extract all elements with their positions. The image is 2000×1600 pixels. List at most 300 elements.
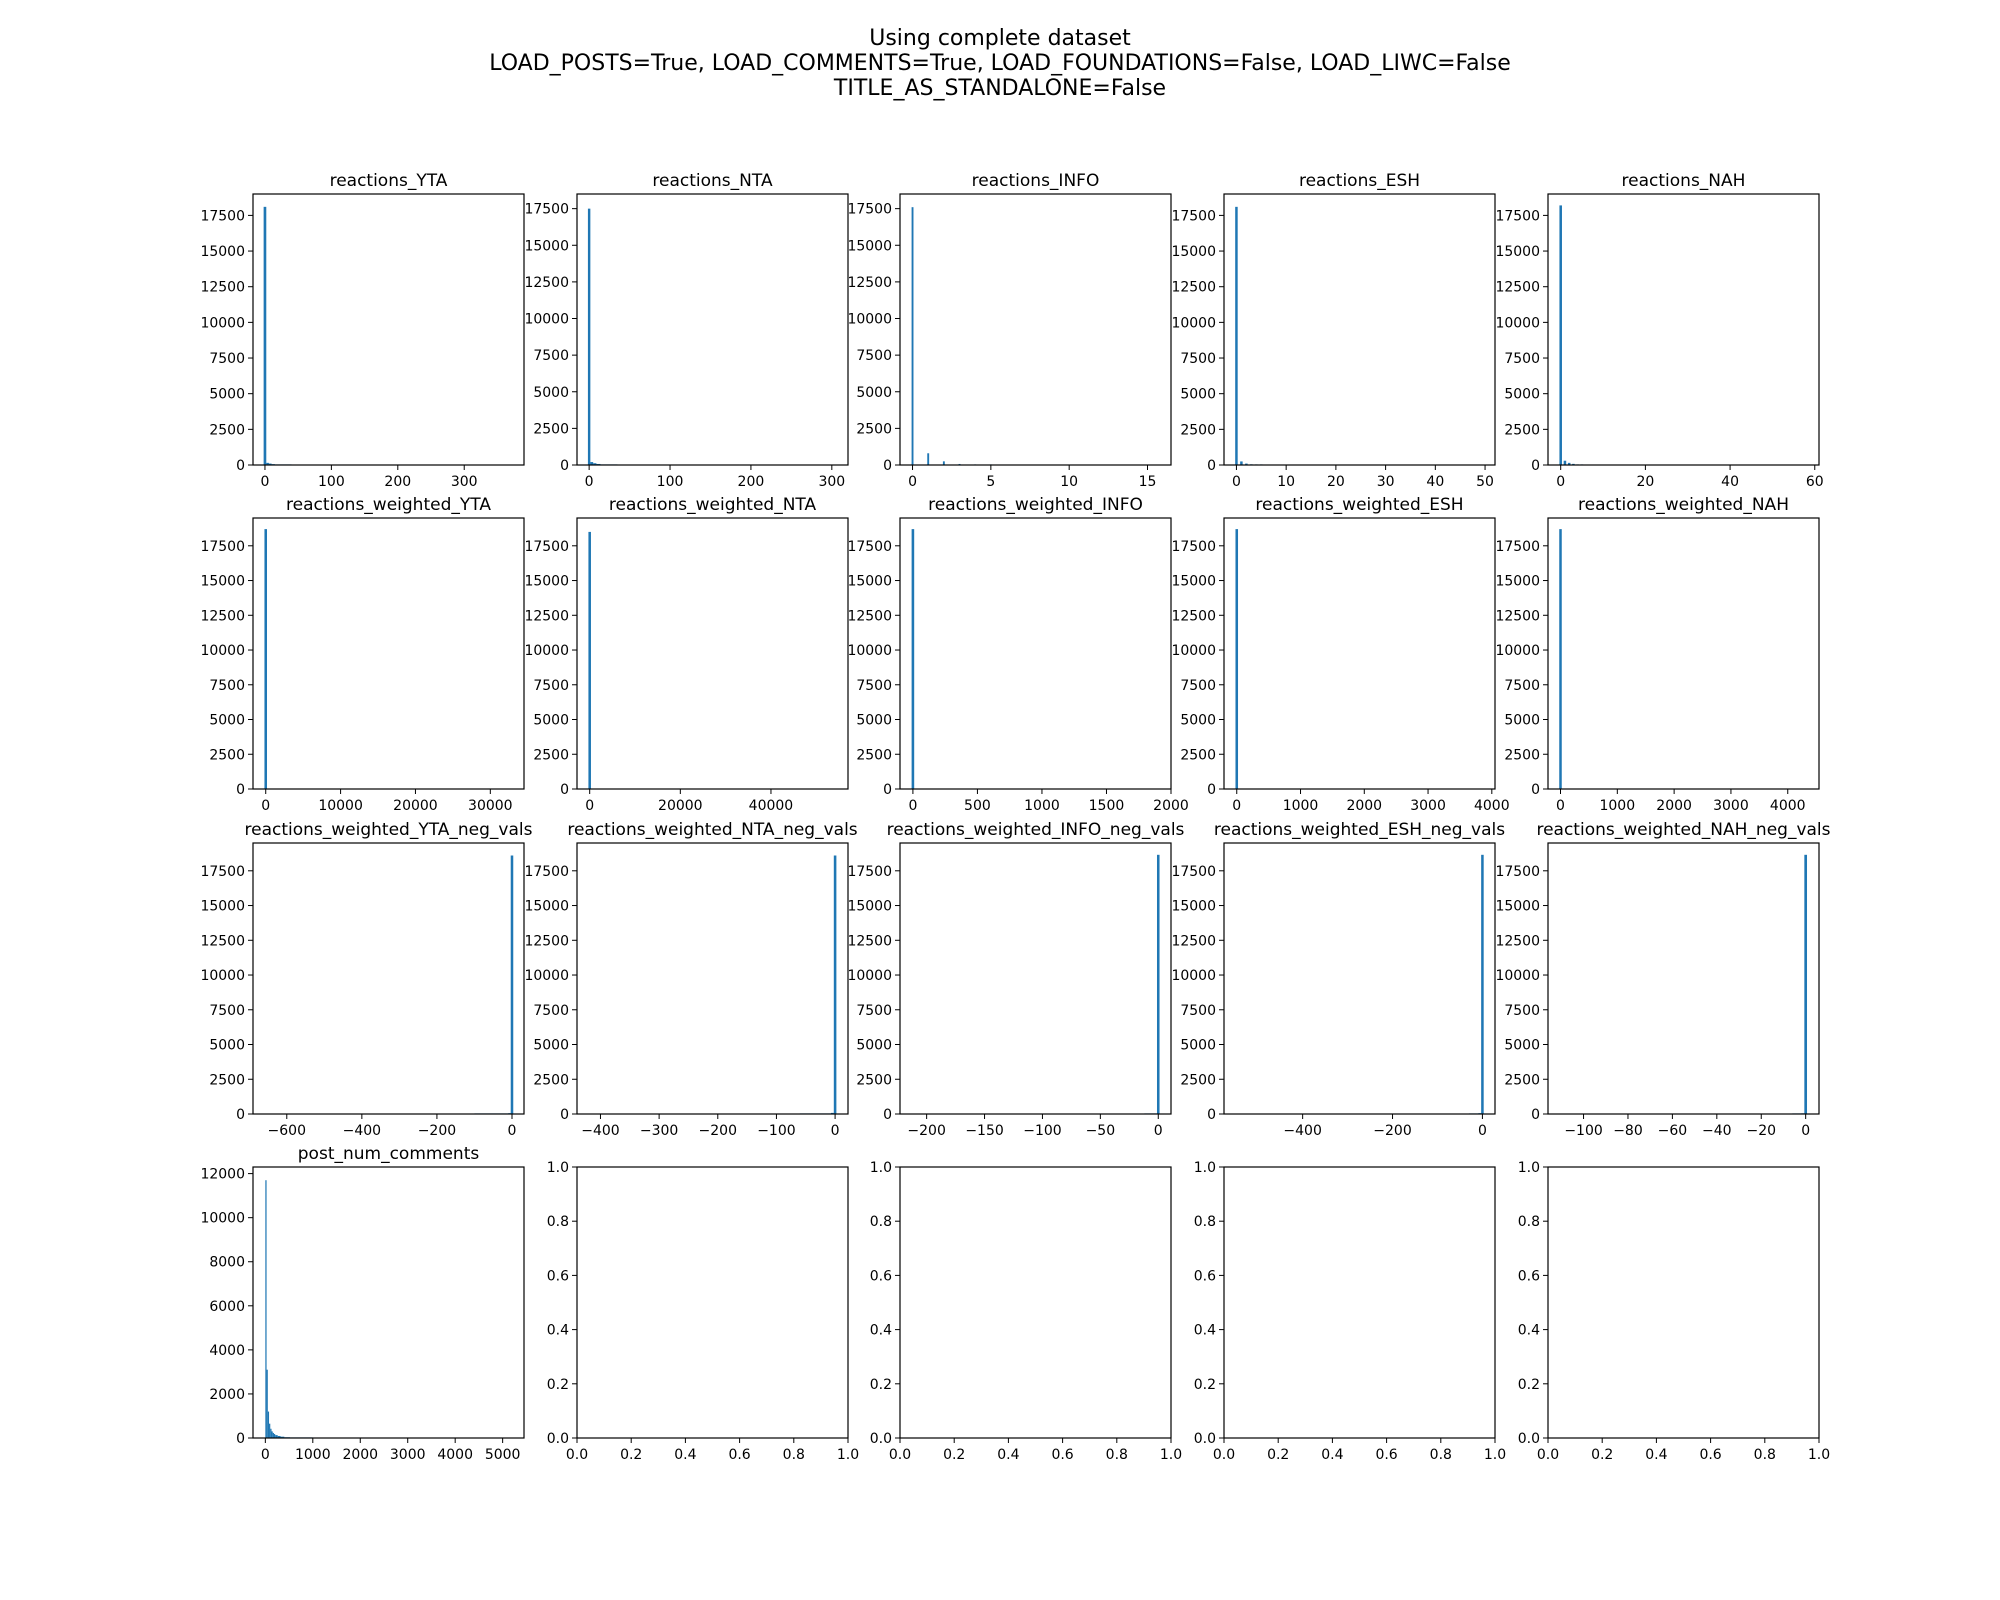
subplot-3 bbox=[847, 171, 1171, 490]
y-tick-label: 10000 bbox=[1495, 643, 1540, 660]
y-tick-label: 7500 bbox=[856, 1002, 892, 1019]
y-tick-label: 1.0 bbox=[546, 1160, 569, 1176]
y-tick-label: 7500 bbox=[209, 677, 245, 694]
y-tick-label: 0.6 bbox=[546, 1268, 569, 1285]
y-tick-label: 10000 bbox=[1495, 968, 1540, 985]
y-tick-label: 0 bbox=[560, 458, 569, 474]
subplot-1 bbox=[200, 171, 524, 490]
axes-frame bbox=[900, 843, 1171, 1114]
y-tick-label: 17500 bbox=[200, 538, 245, 555]
y-tick-label: 10000 bbox=[1495, 315, 1540, 332]
x-tick-label: 4000 bbox=[1769, 798, 1806, 814]
y-tick-label: 17500 bbox=[1171, 208, 1216, 225]
y-tick-label: 0.0 bbox=[1517, 1431, 1540, 1447]
subplot-title: reactions_weighted_NTA bbox=[608, 495, 817, 515]
y-tick-label: 1.0 bbox=[869, 1160, 892, 1176]
y-tick-label: 12500 bbox=[524, 608, 569, 625]
x-tick-label: 60 bbox=[1805, 474, 1824, 490]
y-tick-label: 12500 bbox=[1171, 933, 1216, 950]
histogram-bar bbox=[1481, 855, 1484, 1114]
x-tick-label: 20 bbox=[1636, 474, 1655, 490]
x-tick-label: 0 bbox=[507, 1123, 517, 1139]
y-tick-label: 0.0 bbox=[546, 1431, 569, 1447]
y-tick-label: 0 bbox=[236, 1431, 245, 1447]
y-tick-label: 17500 bbox=[1495, 538, 1540, 555]
y-tick-label: 1.0 bbox=[1517, 1160, 1540, 1176]
x-tick-label: 50 bbox=[1476, 474, 1494, 490]
subplot-10 bbox=[1495, 495, 1819, 814]
y-tick-label: 5000 bbox=[209, 1037, 245, 1054]
y-tick-label: 0.8 bbox=[546, 1214, 569, 1231]
x-tick-label: 200 bbox=[737, 474, 765, 490]
x-tick-label: 0.4 bbox=[1645, 1447, 1668, 1463]
x-tick-label: 300 bbox=[450, 474, 478, 490]
x-tick-label: 0 bbox=[908, 474, 917, 490]
x-tick-label: 0.4 bbox=[674, 1447, 697, 1463]
y-tick-label: 5000 bbox=[533, 712, 569, 729]
y-tick-label: 0.8 bbox=[1193, 1214, 1216, 1231]
subplot-title: reactions_weighted_NAH_neg_vals bbox=[1536, 820, 1831, 840]
y-tick-label: 7500 bbox=[1180, 351, 1216, 368]
y-tick-label: 12500 bbox=[1171, 279, 1216, 296]
x-tick-label: −300 bbox=[639, 1123, 679, 1139]
subplot-6 bbox=[200, 495, 524, 814]
y-tick-label: 0.6 bbox=[869, 1268, 892, 1285]
y-tick-label: 10000 bbox=[200, 968, 245, 985]
axes-frame bbox=[900, 194, 1171, 465]
x-tick-label: −80 bbox=[1613, 1123, 1643, 1139]
y-tick-label: 0.4 bbox=[1193, 1322, 1216, 1339]
x-tick-label: 0.8 bbox=[1105, 1447, 1128, 1463]
x-tick-label: 200 bbox=[384, 474, 412, 490]
y-tick-label: 10000 bbox=[847, 643, 892, 660]
histogram-bar bbox=[511, 856, 514, 1114]
y-tick-label: 12500 bbox=[1495, 933, 1540, 950]
x-tick-label: 0 bbox=[585, 798, 595, 814]
subplot-11 bbox=[200, 820, 532, 1139]
axes-frame bbox=[1224, 1167, 1495, 1438]
x-tick-label: 0 bbox=[1556, 798, 1565, 814]
x-tick-label: 1.0 bbox=[1159, 1447, 1183, 1463]
y-tick-label: 15000 bbox=[1171, 898, 1216, 915]
y-tick-label: 17500 bbox=[524, 863, 569, 880]
x-tick-label: 0.4 bbox=[1321, 1447, 1344, 1463]
y-tick-label: 0.2 bbox=[1193, 1376, 1216, 1393]
y-tick-label: 7500 bbox=[856, 677, 892, 694]
y-tick-label: 15000 bbox=[524, 898, 569, 915]
x-tick-label: 0 bbox=[1153, 1123, 1163, 1139]
y-tick-label: 7500 bbox=[1504, 677, 1540, 694]
x-tick-label: 40 bbox=[1426, 474, 1445, 490]
y-tick-label: 17500 bbox=[847, 201, 892, 218]
y-tick-label: 2000 bbox=[209, 1386, 245, 1403]
y-tick-label: 10000 bbox=[1171, 315, 1216, 332]
subplot-title: reactions_INFO bbox=[971, 171, 1100, 191]
x-tick-label: 0.6 bbox=[1699, 1447, 1722, 1463]
y-tick-label: 15000 bbox=[847, 573, 892, 590]
y-tick-label: 5000 bbox=[533, 384, 569, 401]
y-tick-label: 15000 bbox=[524, 238, 569, 255]
histogram-bar bbox=[264, 207, 267, 465]
y-tick-label: 2500 bbox=[1504, 747, 1540, 764]
subplot-title: reactions_weighted_INFO_neg_vals bbox=[886, 820, 1185, 840]
y-tick-label: 5000 bbox=[209, 386, 245, 403]
y-tick-label: 0 bbox=[236, 1107, 245, 1123]
axes-frame bbox=[900, 518, 1171, 789]
y-tick-label: 15000 bbox=[200, 898, 245, 915]
y-tick-label: 12500 bbox=[200, 933, 245, 950]
y-tick-label: 17500 bbox=[1171, 538, 1216, 555]
y-tick-label: 7500 bbox=[533, 348, 569, 365]
y-tick-label: 2500 bbox=[533, 421, 569, 438]
axes-frame bbox=[577, 1167, 848, 1438]
axes-frame bbox=[900, 1167, 1171, 1438]
y-tick-label: 1.0 bbox=[1193, 1160, 1216, 1176]
subplot-4 bbox=[1171, 171, 1495, 490]
x-tick-label: 0 bbox=[1232, 798, 1242, 814]
x-tick-label: −150 bbox=[965, 1123, 1004, 1139]
y-tick-label: 15000 bbox=[1495, 573, 1540, 590]
x-tick-label: 0 bbox=[1231, 474, 1241, 490]
subplot-title: reactions_NTA bbox=[652, 171, 773, 191]
y-tick-label: 5000 bbox=[1180, 386, 1216, 403]
subplot-2 bbox=[524, 171, 848, 490]
y-tick-label: 0 bbox=[1207, 458, 1216, 474]
y-tick-label: 6000 bbox=[209, 1298, 245, 1315]
y-tick-label: 15000 bbox=[1171, 573, 1216, 590]
y-tick-label: 0.4 bbox=[1517, 1322, 1540, 1339]
subplot-19 bbox=[1194, 1160, 1506, 1463]
axes-frame bbox=[1548, 843, 1819, 1114]
x-tick-label: 1000 bbox=[1282, 798, 1319, 814]
histogram-bar bbox=[927, 453, 929, 465]
histogram-bar bbox=[588, 532, 591, 789]
x-tick-label: 3000 bbox=[1410, 798, 1446, 814]
subplot-8 bbox=[847, 495, 1188, 814]
x-tick-label: 0 bbox=[908, 798, 918, 814]
y-tick-label: 0 bbox=[883, 782, 892, 798]
y-tick-label: 0 bbox=[1531, 458, 1540, 474]
axes-frame bbox=[577, 843, 848, 1114]
x-tick-label: 20 bbox=[1326, 474, 1345, 490]
x-tick-label: 4000 bbox=[1473, 798, 1510, 814]
y-tick-label: 10000 bbox=[1171, 968, 1216, 985]
y-tick-label: 12500 bbox=[847, 274, 892, 291]
x-tick-label: 2000 bbox=[1346, 798, 1383, 814]
x-tick-label: 0.6 bbox=[1375, 1447, 1398, 1463]
y-tick-label: 15000 bbox=[1171, 244, 1216, 261]
x-tick-label: 4000 bbox=[437, 1447, 474, 1463]
x-tick-label: 0 bbox=[260, 474, 270, 490]
x-tick-label: 3000 bbox=[1713, 798, 1749, 814]
x-tick-label: 100 bbox=[656, 474, 684, 490]
y-tick-label: 15000 bbox=[524, 573, 569, 590]
y-tick-label: 2500 bbox=[1504, 1072, 1540, 1089]
axes-frame bbox=[253, 843, 524, 1114]
y-tick-label: 2500 bbox=[209, 747, 245, 764]
y-tick-label: 12500 bbox=[1495, 608, 1540, 625]
histogram-bar bbox=[912, 207, 914, 465]
y-tick-label: 0.4 bbox=[546, 1322, 569, 1339]
y-tick-label: 5000 bbox=[856, 712, 892, 729]
subplot-title: reactions_NAH bbox=[1621, 171, 1746, 191]
y-tick-label: 0 bbox=[236, 458, 245, 474]
y-tick-label: 10000 bbox=[200, 315, 245, 332]
y-tick-label: 10000 bbox=[847, 968, 892, 985]
y-tick-label: 17500 bbox=[847, 538, 892, 555]
x-tick-label: 40 bbox=[1721, 474, 1739, 490]
y-tick-label: 10000 bbox=[524, 968, 569, 985]
histogram-bar bbox=[834, 856, 837, 1114]
x-tick-label: 1000 bbox=[294, 1447, 331, 1463]
y-tick-label: 5000 bbox=[1504, 712, 1540, 729]
x-tick-label: 0 bbox=[1801, 1123, 1811, 1139]
subplot-title: reactions_weighted_YTA_neg_vals bbox=[244, 820, 533, 840]
x-tick-label: 2000 bbox=[1656, 798, 1692, 814]
x-tick-label: 0.2 bbox=[1591, 1447, 1614, 1463]
y-tick-label: 5000 bbox=[533, 1037, 569, 1054]
x-tick-label: −100 bbox=[1564, 1123, 1603, 1139]
histogram-bar bbox=[273, 1433, 274, 1438]
histogram-bar bbox=[912, 529, 915, 789]
x-tick-label: 2000 bbox=[1153, 798, 1189, 814]
y-tick-label: 2500 bbox=[1180, 422, 1216, 439]
x-tick-label: 1.0 bbox=[836, 1447, 860, 1463]
y-tick-label: 17500 bbox=[847, 863, 892, 880]
suptitle-line-3: TITLE_AS_STANDALONE=False bbox=[833, 76, 1167, 101]
subplot-title: reactions_YTA bbox=[329, 171, 448, 191]
y-tick-label: 2500 bbox=[533, 1072, 569, 1089]
subplot-20 bbox=[1518, 1160, 1830, 1463]
y-tick-label: 7500 bbox=[856, 348, 892, 365]
y-tick-label: 0.2 bbox=[869, 1376, 892, 1393]
axes-frame bbox=[577, 518, 848, 789]
y-tick-label: 0.2 bbox=[546, 1376, 569, 1393]
y-tick-label: 12500 bbox=[1171, 608, 1216, 625]
y-tick-label: 10000 bbox=[200, 1210, 245, 1227]
subplot-7 bbox=[524, 495, 848, 814]
x-tick-label: 40000 bbox=[748, 798, 794, 814]
subplot-title: reactions_ESH bbox=[1298, 171, 1421, 191]
y-tick-label: 15000 bbox=[1495, 898, 1540, 915]
y-tick-label: 7500 bbox=[533, 677, 569, 694]
subplot-17 bbox=[547, 1160, 859, 1463]
x-tick-label: 2000 bbox=[342, 1447, 379, 1463]
y-tick-label: 17500 bbox=[1171, 863, 1216, 880]
y-tick-label: 17500 bbox=[1495, 863, 1540, 880]
y-tick-label: 7500 bbox=[209, 351, 245, 368]
x-tick-label: 20000 bbox=[393, 798, 438, 814]
y-tick-label: 12500 bbox=[200, 279, 245, 296]
x-tick-label: 1500 bbox=[1088, 798, 1125, 814]
subplot-title: reactions_weighted_ESH_neg_vals bbox=[1213, 820, 1506, 840]
y-tick-label: 0 bbox=[1207, 1107, 1216, 1123]
y-tick-label: 2500 bbox=[856, 747, 892, 764]
histogram-bar bbox=[1559, 529, 1562, 789]
x-tick-label: 0 bbox=[260, 1447, 270, 1463]
x-tick-label: −600 bbox=[267, 1123, 307, 1139]
x-tick-label: 0 bbox=[1556, 474, 1566, 490]
x-tick-label: 500 bbox=[964, 798, 991, 814]
y-tick-label: 2500 bbox=[533, 747, 569, 764]
subplot-title: post_num_comments bbox=[297, 1144, 480, 1164]
x-tick-label: −200 bbox=[1373, 1123, 1412, 1139]
subplot-15 bbox=[1495, 820, 1830, 1139]
y-tick-label: 17500 bbox=[524, 538, 569, 555]
y-tick-label: 10000 bbox=[524, 643, 569, 660]
histogram-bar bbox=[1235, 207, 1237, 465]
axes-frame bbox=[253, 1167, 524, 1438]
y-tick-label: 7500 bbox=[1504, 1002, 1540, 1019]
y-tick-label: 15000 bbox=[847, 238, 892, 255]
x-tick-label: 15 bbox=[1138, 474, 1157, 490]
x-tick-label: 0 bbox=[261, 798, 271, 814]
x-tick-label: −60 bbox=[1657, 1123, 1688, 1139]
subplot-title: reactions_weighted_ESH bbox=[1255, 495, 1464, 515]
subplot-12 bbox=[524, 820, 857, 1139]
subplot-title: reactions_weighted_NAH bbox=[1578, 495, 1789, 515]
axes-frame bbox=[1224, 518, 1495, 789]
x-tick-label: 0.6 bbox=[728, 1447, 751, 1463]
x-tick-label: −200 bbox=[907, 1123, 946, 1139]
y-tick-label: 12500 bbox=[200, 608, 245, 625]
y-tick-label: 12500 bbox=[847, 608, 892, 625]
axes-frame bbox=[577, 194, 848, 465]
y-tick-label: 0.2 bbox=[1517, 1376, 1540, 1393]
y-tick-label: 15000 bbox=[200, 244, 245, 261]
x-tick-label: 0.6 bbox=[1051, 1447, 1074, 1463]
y-tick-label: 5000 bbox=[1504, 386, 1540, 403]
x-tick-label: 30 bbox=[1376, 474, 1395, 490]
x-tick-label: 10000 bbox=[318, 798, 363, 814]
y-tick-label: 5000 bbox=[856, 1037, 892, 1054]
y-tick-label: 12500 bbox=[847, 933, 892, 950]
histogram-bar bbox=[1564, 461, 1567, 465]
y-tick-label: 0.6 bbox=[1193, 1268, 1216, 1285]
y-tick-label: 12500 bbox=[524, 933, 569, 950]
y-tick-label: 15000 bbox=[847, 898, 892, 915]
x-tick-label: 300 bbox=[818, 474, 846, 490]
suptitle-line-2: LOAD_POSTS=True, LOAD_COMMENTS=True, LOAD_FOUNDATIONS=False, LOAD_LIWC=False bbox=[489, 51, 1511, 76]
x-tick-label: −400 bbox=[1283, 1123, 1322, 1139]
y-tick-label: 17500 bbox=[200, 863, 245, 880]
subplot-5 bbox=[1495, 171, 1823, 490]
x-tick-label: −200 bbox=[417, 1123, 457, 1139]
y-tick-label: 5000 bbox=[856, 384, 892, 401]
histogram-bar bbox=[1804, 855, 1807, 1114]
axes-frame bbox=[1548, 518, 1819, 789]
y-tick-label: 12500 bbox=[524, 274, 569, 291]
y-tick-label: 15000 bbox=[1495, 244, 1540, 261]
y-tick-label: 5000 bbox=[1180, 1037, 1216, 1054]
x-tick-label: −100 bbox=[1023, 1123, 1062, 1139]
y-tick-label: 10000 bbox=[1171, 643, 1216, 660]
x-tick-label: −100 bbox=[757, 1123, 796, 1139]
y-tick-label: 2500 bbox=[856, 421, 892, 438]
y-tick-label: 8000 bbox=[209, 1254, 245, 1271]
y-tick-label: 0 bbox=[1531, 1107, 1540, 1123]
y-tick-label: 15000 bbox=[200, 573, 245, 590]
x-tick-label: 0 bbox=[1477, 1123, 1487, 1139]
y-tick-label: 0 bbox=[236, 782, 245, 798]
y-tick-label: 0 bbox=[883, 458, 892, 474]
x-tick-label: 0.8 bbox=[782, 1447, 805, 1463]
x-tick-label: 0 bbox=[830, 1123, 840, 1139]
x-tick-label: −400 bbox=[342, 1123, 382, 1139]
x-tick-label: 0.8 bbox=[1753, 1447, 1776, 1463]
x-tick-label: 10 bbox=[1277, 474, 1296, 490]
subplot-13 bbox=[847, 820, 1184, 1139]
x-tick-label: 0.8 bbox=[1429, 1447, 1452, 1463]
subplot-title: reactions_weighted_INFO bbox=[928, 495, 1143, 515]
subplot-18 bbox=[870, 1160, 1182, 1463]
y-tick-label: 0.8 bbox=[869, 1214, 892, 1231]
x-tick-label: 0.0 bbox=[1536, 1447, 1560, 1463]
y-tick-label: 7500 bbox=[533, 1002, 569, 1019]
x-tick-label: 1000 bbox=[1599, 798, 1636, 814]
y-tick-label: 7500 bbox=[1504, 351, 1540, 368]
x-tick-label: 1000 bbox=[1024, 798, 1060, 814]
histogram-bar bbox=[270, 1429, 271, 1438]
y-tick-label: 2500 bbox=[1504, 422, 1540, 439]
y-tick-label: 17500 bbox=[1495, 208, 1540, 225]
x-tick-label: 0.2 bbox=[943, 1447, 966, 1463]
y-tick-label: 0 bbox=[560, 782, 569, 798]
x-tick-label: 0.4 bbox=[997, 1447, 1020, 1463]
histogram-bar bbox=[267, 1370, 268, 1438]
y-tick-label: 17500 bbox=[200, 208, 245, 225]
y-tick-label: 0.0 bbox=[1193, 1431, 1216, 1447]
x-tick-label: 0.2 bbox=[1267, 1447, 1290, 1463]
histogram-bar bbox=[1157, 855, 1160, 1114]
y-tick-label: 2500 bbox=[856, 1072, 892, 1089]
subplot-title: reactions_weighted_YTA bbox=[286, 495, 491, 515]
axes-frame bbox=[253, 194, 524, 465]
x-tick-label: −50 bbox=[1085, 1123, 1116, 1139]
x-tick-label: 3000 bbox=[389, 1447, 426, 1463]
x-tick-label: 0 bbox=[584, 474, 594, 490]
x-tick-label: 5000 bbox=[484, 1447, 521, 1463]
y-tick-label: 2500 bbox=[209, 422, 245, 439]
y-tick-label: 7500 bbox=[1180, 1002, 1216, 1019]
y-tick-label: 4000 bbox=[209, 1342, 245, 1359]
x-tick-label: −400 bbox=[581, 1123, 620, 1139]
x-tick-label: 30000 bbox=[468, 798, 513, 814]
x-tick-label: −20 bbox=[1746, 1123, 1777, 1139]
subplot-14 bbox=[1171, 820, 1505, 1139]
axes-frame bbox=[1548, 1167, 1819, 1438]
x-tick-label: 0.2 bbox=[620, 1447, 643, 1463]
histogram-bar bbox=[268, 1412, 269, 1438]
histogram-bar bbox=[1235, 529, 1238, 789]
y-tick-label: 0.4 bbox=[869, 1322, 892, 1339]
y-tick-label: 2500 bbox=[1180, 747, 1216, 764]
y-tick-label: 7500 bbox=[1180, 677, 1216, 694]
y-tick-label: 0 bbox=[1531, 782, 1540, 798]
y-tick-label: 17500 bbox=[524, 201, 569, 218]
y-tick-label: 0.0 bbox=[869, 1431, 892, 1447]
x-tick-label: 1.0 bbox=[1483, 1447, 1507, 1463]
axes-frame bbox=[1224, 843, 1495, 1114]
histogram-bar bbox=[588, 209, 590, 465]
y-tick-label: 0 bbox=[1207, 782, 1216, 798]
x-tick-label: −200 bbox=[698, 1123, 738, 1139]
x-tick-label: 10 bbox=[1060, 474, 1079, 490]
y-tick-label: 2500 bbox=[1180, 1072, 1216, 1089]
subplot-16 bbox=[200, 1144, 524, 1463]
histogram-bar bbox=[265, 1180, 266, 1438]
histogram-bar bbox=[269, 1424, 270, 1438]
